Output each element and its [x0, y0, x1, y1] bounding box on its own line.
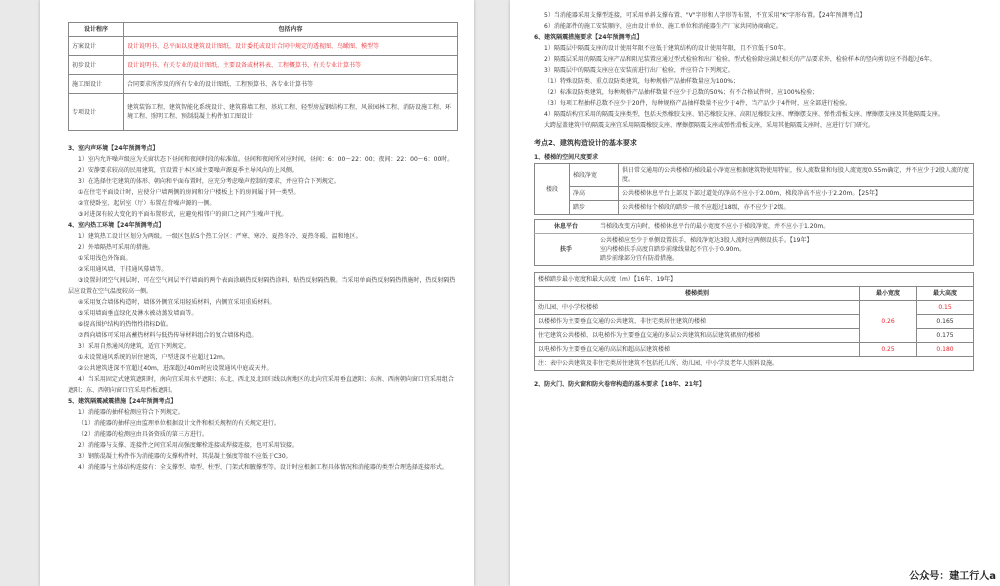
max-height-cell: 0.175 — [917, 329, 974, 343]
stair-item-name: 净高 — [570, 187, 619, 201]
table-header: 最大高度 — [917, 287, 974, 301]
section-title: 考点2、建筑构造设计的基本要求 — [534, 139, 637, 147]
left-text — [68, 143, 458, 473]
phase-name: 专项设计 — [69, 94, 124, 131]
platform-handrail-table — [534, 219, 974, 266]
step-width-table — [534, 272, 974, 371]
paragraph: 3）采用自然通风的建筑，适宜下列规定。 — [78, 343, 190, 350]
paragraph: 3）钢筋混凝土构件作为消能器的支撑构件时，其混凝土强度等级不应低于C30。 — [78, 453, 292, 460]
left-page — [40, 0, 474, 586]
stair-item-name: 踏步 — [570, 201, 619, 215]
category-cell: 住宅建筑公共楼梯、以电梯作为主要垂直交通的多层公共建筑和高层建筑裙房的楼梯 — [535, 329, 860, 343]
paragraph: 1）消能器的抽样检测应符合下列规定。 — [78, 409, 184, 416]
stair-item-text: 公共楼梯休息平台上部及下部过道处的净高不应小于2.00m，梯段净高不应小于2.20m。【25年】 — [619, 187, 974, 201]
paragraph: （2）消能器的检测应由具备资质的第三方进行。 — [78, 431, 208, 438]
paragraph: ⑥提高围护结构的热惰性指标D值。 — [78, 321, 172, 328]
watermark: 公众号：建工行人a — [909, 571, 996, 582]
paragraph: （1）消能器的抽样应由监理单位根据设计文件和相关规程的有关规定进行。 — [78, 420, 280, 427]
paragraph: 4）隔震结构宜采用的隔震支座类型，包括天然橡胶支座、铅芯橡胶支座、高阻尼橡胶支座、摩擦摆支座、弹性滑板支座、摩擦摆支座及其他隔震支座。 — [544, 111, 944, 118]
paragraph: ②采用通风墙、干挂通风幕墙等。 — [78, 266, 168, 273]
platform-label: 休息平台 — [553, 223, 578, 230]
max-height-cell: 0.165 — [917, 315, 974, 329]
phase-name: 方案设计 — [69, 37, 124, 56]
paragraph: 2）外墙隔热可采用的措施。 — [78, 244, 154, 251]
min-width-cell: 0.25 — [860, 343, 917, 357]
paragraph: 4）当采用固定式建筑遮阳时，南向宜采用水平遮阳；东北、西北及北回归线以南地区的北向宜采用垂直遮阳；东南、西南朝向窗口宜采用组合遮阳；东、西朝向窗口宜采用挡板遮阳。 — [68, 376, 454, 394]
max-height-cell: 0.180 — [917, 343, 974, 357]
phase-name: 初步设计 — [69, 56, 124, 75]
paragraph: 1）室内允许噪声级应为关窗状态下昼间和夜间时段的标准值。昼间和夜间所对应时间，昼间：6：00～22：00；夜间：22：00～6：00时。 — [78, 156, 454, 163]
paragraph: ⑦西向墙体可采用高蓄热材料与低热传导材料组合的复合墙体构造。 — [78, 332, 258, 339]
section-heading: 3、室内声环境【24年预测考点】 — [68, 145, 159, 152]
phase-content: 合同要求所涉及的所有专业的设计图纸、工程预算书、各专业计算书等 — [124, 75, 458, 94]
handrail-line: 公共楼梯应至少于单侧设置扶手，梯段净宽达3股人流时应两侧设扶手。【19年】 — [600, 237, 813, 244]
paragraph: 大跨屋盖建筑中的隔震支座宜采用隔震橡胶支座、摩擦摆隔震支座或弹性滑板支座，采用其他隔震支座时，应进行专门研究。 — [544, 122, 875, 129]
paragraph: ④采用复合墙体构造时，墙体外侧宜采用轻质材料，内侧宜采用重质材料。 — [78, 299, 276, 306]
right-text — [534, 10, 974, 131]
min-width-cell: 0.26 — [860, 301, 917, 343]
section-heading: 5、建筑隔震减震措施【24年预测考点】 — [68, 398, 177, 405]
paragraph: ②宜使卧室、起居室（厅）布置在背噪声源的一侧。 — [78, 200, 216, 207]
subsection-title: 1、楼梯的空间尺度要求 — [534, 154, 599, 161]
table-header: 最小宽度 — [860, 287, 917, 301]
stair-item-name: 梯段净宽 — [570, 164, 619, 187]
stair-item-text: 供日常交通用的公共楼梯的梯段最小净宽应根据建筑物使用特征，按人流数量和每股人流宽度0.55m确定，并不应少于2股人流的宽度。 — [619, 164, 974, 187]
paragraph: 3）隔震层中的隔震支座应在安装前进行出厂检验，并应符合下列规定。 — [544, 67, 734, 74]
handrail-line: 踏步前缘部分宜有防滑措施。 — [600, 255, 679, 262]
paragraph: ②公共建筑进深不宜超过40m，进深超过40m时应设置通风中庭或天井。 — [78, 365, 273, 372]
table-note: 注：表中公共建筑及非住宅类居住建筑不包括托儿所、幼儿园、中小学及老年人照料设施。 — [535, 357, 974, 371]
table-header: 设计程序 — [69, 23, 124, 37]
phase-content: 建筑装饰工程、建筑智能化系统设计、建筑幕墙工程、基坑工程、轻型房屋钢结构工程、风景园林工程、消防设施工程、环境工程、照明工程、预制混凝土构件加工图设计 — [124, 94, 458, 131]
paragraph: 2）隔震层采用的隔震支座产品和阻尼装置应通过型式检验和出厂检验。型式检验除应满足相关的产品要求外，检验样本的竖向剪切应不得超过6年。 — [544, 56, 936, 63]
paragraph: ①在住宅平面设计时，应使分户墙两侧的房间和分户楼板上下的房间属于同一类型。 — [78, 189, 300, 196]
subsection-title: 2、防火门、防火窗和防火卷帘构造的基本要求【18年、21年】 — [534, 381, 705, 388]
table-caption: 楼梯踏步最小宽度和最大高度（m）【16年、19年】 — [535, 273, 974, 287]
category-cell: 幼儿园、中小学校楼梯 — [535, 301, 860, 315]
paragraph: ③对进深有较大变化的平面布置形式，应避免相邻户的窗口之间产生噪声干扰。 — [78, 211, 288, 218]
handrail-label: 扶手 — [535, 234, 598, 266]
handrail-line: 室内楼梯扶手高度自踏步前缘线量起不宜小于0.90m。 — [600, 246, 746, 253]
right-content — [534, 0, 974, 390]
handrail-text — [597, 234, 974, 266]
paragraph: 1）建筑热工设计区划分为两级。一级区包括5个热工分区：严寒、寒冷、夏热冬冷、夏热冬暖、温和地区。 — [78, 233, 362, 240]
paragraph: ①采用浅色外饰面。 — [78, 255, 132, 262]
left-content — [68, 0, 458, 473]
design-phase-table — [68, 22, 458, 131]
paragraph: （2）标准设防类建筑，每种规格产品抽样数量不应少于总数的50%；有不合格试件时，应100%检验； — [544, 89, 819, 96]
paragraph: 2）安静要求较高的民用建筑，宜设置于本区域主要噪声源夏季主导风向的上风侧。 — [78, 167, 298, 174]
right-page — [510, 0, 1000, 586]
section-heading: 6、建筑隔震措施要求【24年预测考点】 — [534, 34, 643, 41]
paragraph: 2）消能器与支撑、连接件之间宜采用高强度螺栓连接或焊接连接，也可采用铰接。 — [78, 442, 298, 449]
paragraph: （3）每项工程抽样总数不应少于20件，每种规格产品抽样数量不应少于4件，当产品少于4件时，应全部进行检验。 — [544, 100, 852, 107]
table-header: 楼梯类别 — [535, 287, 860, 301]
phase-name: 施工图设计 — [69, 75, 124, 94]
paragraph: 3）在选择住宅建筑的体形、朝向和平面布置时，应充分考虑噪声控制的要求，并应符合下列规定。 — [78, 178, 340, 185]
paragraph: 6）消能部件的施工安装顺序，应由设计单位、施工单位和消能器生产厂家共同协商确定。 — [544, 23, 782, 30]
stair-item-text: 公共楼梯每个梯段的踏步一般不应超过18级，亦不应少于2级。 — [619, 201, 974, 215]
category-cell: 以电梯作为主要垂直交通的高层和超高层建筑楼梯 — [535, 343, 860, 357]
stair-group-label: 楼段 — [535, 164, 570, 215]
paragraph: 1）隔震层中隔震支座的设计使用年限不应低于建筑结构的设计使用年限，且不宜低于50年。 — [544, 45, 790, 52]
paragraph: ③设置封闭空气间层时，可在空气间层平行墙面的两个表面涂刷热反射隔热涂料、贴热反射隔热膜。当采用单面热反射隔热措施时，热反射隔热层应设置在空气温度较高一侧。 — [68, 277, 456, 295]
paragraph: 5）当消能器采用支撑型连接，可采用单斜支撑布置、"V"字形和人字形等布置，不宜采用"K"字形布置。【24年预测考点】 — [544, 12, 866, 19]
paragraph: （1）特殊设防类、重点设防类建筑，每种规格产品抽样数量应为100%； — [544, 78, 739, 85]
category-cell: 以楼梯作为主要垂直交通的公共建筑、非住宅类居住建筑的楼梯 — [535, 315, 860, 329]
phase-content: 设计说明书、有关专业的设计图纸、主要设备或材料表、工程概算书、有关专业计算书等 — [124, 56, 458, 75]
paragraph: ⑤采用墙面垂直绿化及淋水被动蒸发墙面等。 — [78, 310, 198, 317]
max-height-cell: 0.15 — [917, 301, 974, 315]
stair-table — [534, 163, 974, 215]
paragraph: 4）消能器与主体结构连接有：全支撑型、墙型、柱型、门架式和腋撑型等。设计时应根据工程具体情况和消能器的类型合理选择连接形式。 — [78, 464, 448, 471]
platform-text: 当梯段改变方向时，楼梯休息平台的最小宽度不应小于梯段净宽，并不应小于1.20m。 — [600, 223, 830, 230]
phase-content: 设计说明书、总平面以及建筑设计图纸，设计委托或设计合同中规定的透视图、鸟瞰图、模型等 — [124, 37, 458, 56]
section-heading: 4、室内热工环境【24年预测考点】 — [68, 222, 165, 229]
paragraph: ①未设置通风系统的居住建筑，户型进深不应超过12m。 — [78, 354, 229, 361]
table-header: 包括内容 — [124, 23, 458, 37]
